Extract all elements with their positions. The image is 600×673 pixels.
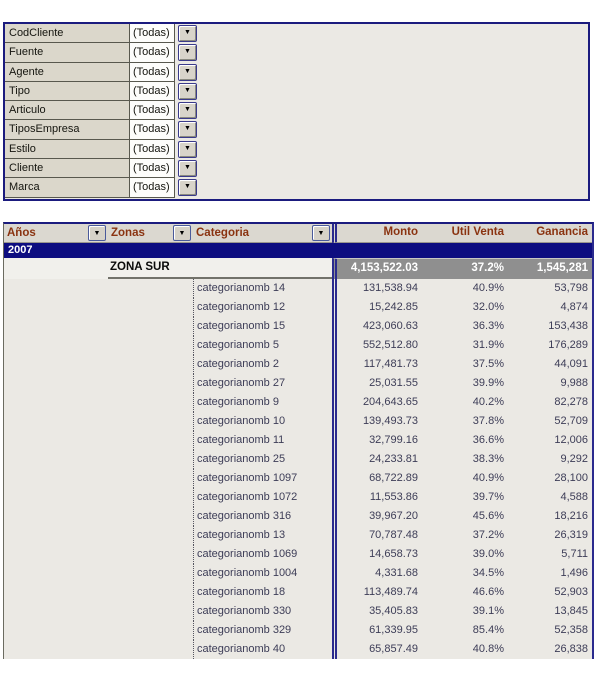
cell-zonas <box>108 545 193 564</box>
cell-monto: 113,489.74 <box>332 583 422 602</box>
cell-anos <box>4 583 108 602</box>
filter-selected-value: (Todas) <box>130 43 175 62</box>
cell-anos <box>4 431 108 450</box>
cell-zonas <box>108 583 193 602</box>
cell-util-venta: 39.1% <box>422 602 508 621</box>
pivot-data-rows <box>4 279 592 659</box>
filter-row <box>5 24 200 43</box>
cell-monto: 70,787.48 <box>332 526 422 545</box>
filter-field-button[interactable]: CodCliente <box>5 24 130 43</box>
cell-ganancia: 4,588 <box>508 488 592 507</box>
cell-zonas <box>108 469 193 488</box>
filter-selected-value: (Todas) <box>130 63 175 82</box>
filter-row <box>5 43 200 62</box>
cell-monto: 14,658.73 <box>332 545 422 564</box>
cell-ganancia: 176,289 <box>508 336 592 355</box>
cell-zonas <box>108 317 193 336</box>
table-row <box>4 507 592 526</box>
cell-anos <box>4 336 108 355</box>
cell-util-venta: 37.2% <box>422 526 508 545</box>
chevron-down-icon: ▼ <box>184 67 191 75</box>
table-row <box>4 640 592 659</box>
cell-categoria: categorianomb 27 <box>193 374 332 393</box>
cell-util-venta: 36.3% <box>422 317 508 336</box>
cell-ganancia: 52,903 <box>508 583 592 602</box>
cell-anos <box>4 564 108 583</box>
chevron-down-icon: ▼ <box>184 144 191 152</box>
filter-dropdown-button[interactable] <box>178 160 197 177</box>
cell-monto: 65,857.49 <box>332 640 422 659</box>
categoria-dropdown-button[interactable] <box>312 225 330 241</box>
filter-selected-value: (Todas) <box>130 82 175 101</box>
cell-monto: 552,512.80 <box>332 336 422 355</box>
cell-categoria: categorianomb 10 <box>193 412 332 431</box>
cell-ganancia: 153,438 <box>508 317 592 336</box>
cell-categoria: categorianomb 1072 <box>193 488 332 507</box>
chevron-down-icon: ▼ <box>317 230 325 237</box>
cell-ganancia: 9,292 <box>508 450 592 469</box>
zone-total-label: ZONA SUR <box>108 258 332 279</box>
page-filter-panel <box>3 22 590 201</box>
table-row <box>4 336 592 355</box>
cell-anos <box>4 355 108 374</box>
table-row <box>4 583 592 602</box>
cell-ganancia: 13,845 <box>508 602 592 621</box>
cell-ganancia: 9,988 <box>508 374 592 393</box>
cell-anos <box>4 374 108 393</box>
table-row <box>4 431 592 450</box>
table-row <box>4 412 592 431</box>
cell-ganancia: 5,711 <box>508 545 592 564</box>
table-row <box>4 621 592 640</box>
cell-categoria: categorianomb 316 <box>193 507 332 526</box>
cell-anos <box>4 412 108 431</box>
cell-categoria: categorianomb 1004 <box>193 564 332 583</box>
cell-categoria: categorianomb 18 <box>193 583 332 602</box>
cell-zonas <box>108 298 193 317</box>
table-row <box>4 469 592 488</box>
cell-ganancia: 18,216 <box>508 507 592 526</box>
cell-zonas <box>108 431 193 450</box>
filter-field-button[interactable]: Fuente <box>5 43 130 62</box>
cell-categoria: categorianomb 1097 <box>193 469 332 488</box>
table-row <box>4 450 592 469</box>
categoria-header-label: Categoria <box>196 227 250 239</box>
chevron-down-icon: ▼ <box>184 164 191 172</box>
cell-zonas <box>108 279 193 298</box>
cell-anos <box>4 526 108 545</box>
anos-header-label: Años <box>7 227 36 239</box>
cell-ganancia: 26,319 <box>508 526 592 545</box>
cell-util-venta: 31.9% <box>422 336 508 355</box>
table-row <box>4 488 592 507</box>
table-row <box>4 393 592 412</box>
filter-selected-value: (Todas) <box>130 178 175 197</box>
filter-row <box>5 178 200 197</box>
cell-util-venta: 37.8% <box>422 412 508 431</box>
pivot-header-row <box>4 224 592 243</box>
cell-zonas <box>108 355 193 374</box>
table-row <box>4 317 592 336</box>
table-row <box>4 602 592 621</box>
cell-monto: 204,643.65 <box>332 393 422 412</box>
cell-zonas <box>108 374 193 393</box>
pivot-table <box>3 222 594 659</box>
cell-anos <box>4 507 108 526</box>
cell-util-venta: 46.6% <box>422 583 508 602</box>
cell-zonas <box>108 488 193 507</box>
filter-selected-value: (Todas) <box>130 140 175 159</box>
cell-ganancia: 1,496 <box>508 564 592 583</box>
cell-monto: 139,493.73 <box>332 412 422 431</box>
filter-dropdown-button[interactable] <box>178 102 197 119</box>
filter-row <box>5 159 200 178</box>
cell-monto: 39,967.20 <box>332 507 422 526</box>
table-row <box>4 564 592 583</box>
cell-zonas <box>108 507 193 526</box>
table-row <box>4 298 592 317</box>
cell-categoria: categorianomb 12 <box>193 298 332 317</box>
zone-total-util-venta: 37.2% <box>422 258 508 279</box>
filter-field-button[interactable]: Articulo <box>5 101 130 120</box>
table-row <box>4 279 592 298</box>
chevron-down-icon: ▼ <box>93 230 101 237</box>
column-header-monto: Monto <box>332 224 422 243</box>
year-group-row: 2007 <box>4 243 592 258</box>
cell-util-venta: 32.0% <box>422 298 508 317</box>
table-row <box>4 526 592 545</box>
cell-zonas <box>108 336 193 355</box>
column-header-categoria[interactable] <box>193 224 332 243</box>
cell-monto: 423,060.63 <box>332 317 422 336</box>
cell-ganancia: 52,709 <box>508 412 592 431</box>
cell-anos <box>4 488 108 507</box>
cell-util-venta: 38.3% <box>422 450 508 469</box>
cell-ganancia: 12,006 <box>508 431 592 450</box>
cell-monto: 68,722.89 <box>332 469 422 488</box>
cell-categoria: categorianomb 13 <box>193 526 332 545</box>
cell-anos <box>4 298 108 317</box>
cell-anos <box>4 640 108 659</box>
cell-monto: 61,339.95 <box>332 621 422 640</box>
filter-field-button[interactable]: Tipo <box>5 82 130 101</box>
cell-util-venta: 39.7% <box>422 488 508 507</box>
cell-zonas <box>108 526 193 545</box>
filter-row <box>5 63 200 82</box>
cell-categoria: categorianomb 14 <box>193 279 332 298</box>
filter-selected-value: (Todas) <box>130 120 175 139</box>
cell-monto: 32,799.16 <box>332 431 422 450</box>
cell-monto: 35,405.83 <box>332 602 422 621</box>
cell-monto: 4,331.68 <box>332 564 422 583</box>
cell-zonas <box>108 450 193 469</box>
cell-ganancia: 44,091 <box>508 355 592 374</box>
cell-monto: 11,553.86 <box>332 488 422 507</box>
cell-zonas <box>108 412 193 431</box>
cell-categoria: categorianomb 9 <box>193 393 332 412</box>
filter-selected-value: (Todas) <box>130 24 175 43</box>
filter-selected-value: (Todas) <box>130 159 175 178</box>
cell-monto: 131,538.94 <box>332 279 422 298</box>
table-row <box>4 374 592 393</box>
cell-util-venta: 37.5% <box>422 355 508 374</box>
column-header-ganancia: Ganancia <box>508 224 592 243</box>
cell-zonas <box>108 621 193 640</box>
filter-row <box>5 82 200 101</box>
zonas-header-label: Zonas <box>111 227 145 239</box>
cell-categoria: categorianomb 40 <box>193 640 332 659</box>
cell-categoria: categorianomb 1069 <box>193 545 332 564</box>
cell-anos <box>4 317 108 336</box>
filter-dropdown-button[interactable] <box>178 25 197 42</box>
filter-dropdown-button[interactable] <box>178 179 197 196</box>
cell-anos <box>4 469 108 488</box>
cell-util-venta: 40.9% <box>422 279 508 298</box>
filter-row <box>5 140 200 159</box>
table-row <box>4 545 592 564</box>
chevron-down-icon: ▼ <box>178 230 186 237</box>
cell-zonas <box>108 564 193 583</box>
column-header-util-venta: Util Venta <box>422 224 508 243</box>
chevron-down-icon: ▼ <box>184 183 191 191</box>
filter-field-list <box>5 24 200 198</box>
filter-field-button[interactable]: Cliente <box>5 159 130 178</box>
table-row <box>4 355 592 374</box>
cell-zonas <box>108 393 193 412</box>
cell-categoria: categorianomb 15 <box>193 317 332 336</box>
zone-total-row <box>4 258 592 279</box>
cell-util-venta: 36.6% <box>422 431 508 450</box>
zone-total-ganancia: 1,545,281 <box>508 258 592 279</box>
filter-dropdown-button[interactable] <box>178 121 197 138</box>
cell-ganancia: 28,100 <box>508 469 592 488</box>
cell-monto: 117,481.73 <box>332 355 422 374</box>
cell-util-venta: 85.4% <box>422 621 508 640</box>
cell-util-venta: 39.0% <box>422 545 508 564</box>
zonas-dropdown-button[interactable] <box>173 225 191 241</box>
filter-dropdown-button[interactable] <box>178 141 197 158</box>
cell-categoria: categorianomb 11 <box>193 431 332 450</box>
cell-categoria: categorianomb 329 <box>193 621 332 640</box>
chevron-down-icon: ▼ <box>184 106 191 114</box>
filter-row <box>5 101 200 120</box>
cell-util-venta: 45.6% <box>422 507 508 526</box>
cell-anos <box>4 279 108 298</box>
cell-ganancia: 52,358 <box>508 621 592 640</box>
cell-monto: 25,031.55 <box>332 374 422 393</box>
filter-dropdown-button[interactable] <box>178 44 197 61</box>
cell-anos <box>4 545 108 564</box>
column-header-anos[interactable] <box>4 224 108 243</box>
cell-ganancia: 4,874 <box>508 298 592 317</box>
cell-zonas <box>108 602 193 621</box>
cell-anos <box>4 621 108 640</box>
cell-categoria: categorianomb 330 <box>193 602 332 621</box>
zone-total-monto: 4,153,522.03 <box>332 258 422 279</box>
cell-anos <box>4 450 108 469</box>
filter-field-button[interactable]: Estilo <box>5 140 130 159</box>
cell-anos-empty <box>4 258 108 279</box>
filter-field-button[interactable]: Agente <box>5 63 130 82</box>
filter-field-button[interactable]: TiposEmpresa <box>5 120 130 139</box>
cell-categoria: categorianomb 5 <box>193 336 332 355</box>
filter-dropdown-button[interactable] <box>178 64 197 81</box>
cell-ganancia: 82,278 <box>508 393 592 412</box>
cell-monto: 15,242.85 <box>332 298 422 317</box>
cell-anos <box>4 393 108 412</box>
filter-selected-value: (Todas) <box>130 101 175 120</box>
filter-row <box>5 120 200 139</box>
anos-dropdown-button[interactable] <box>88 225 106 241</box>
chevron-down-icon: ▼ <box>184 86 191 94</box>
filter-field-button[interactable]: Marca <box>5 178 130 197</box>
filter-dropdown-button[interactable] <box>178 83 197 100</box>
cell-util-venta: 40.9% <box>422 469 508 488</box>
column-header-zonas[interactable] <box>108 224 193 243</box>
cell-categoria: categorianomb 2 <box>193 355 332 374</box>
chevron-down-icon: ▼ <box>184 29 191 36</box>
cell-util-venta: 40.8% <box>422 640 508 659</box>
cell-util-venta: 39.9% <box>422 374 508 393</box>
cell-ganancia: 53,798 <box>508 279 592 298</box>
cell-anos <box>4 602 108 621</box>
chevron-down-icon: ▼ <box>184 125 191 133</box>
cell-ganancia: 26,838 <box>508 640 592 659</box>
cell-util-venta: 40.2% <box>422 393 508 412</box>
chevron-down-icon: ▼ <box>184 48 191 56</box>
cell-util-venta: 34.5% <box>422 564 508 583</box>
cell-categoria: categorianomb 25 <box>193 450 332 469</box>
cell-monto: 24,233.81 <box>332 450 422 469</box>
cell-zonas <box>108 640 193 659</box>
